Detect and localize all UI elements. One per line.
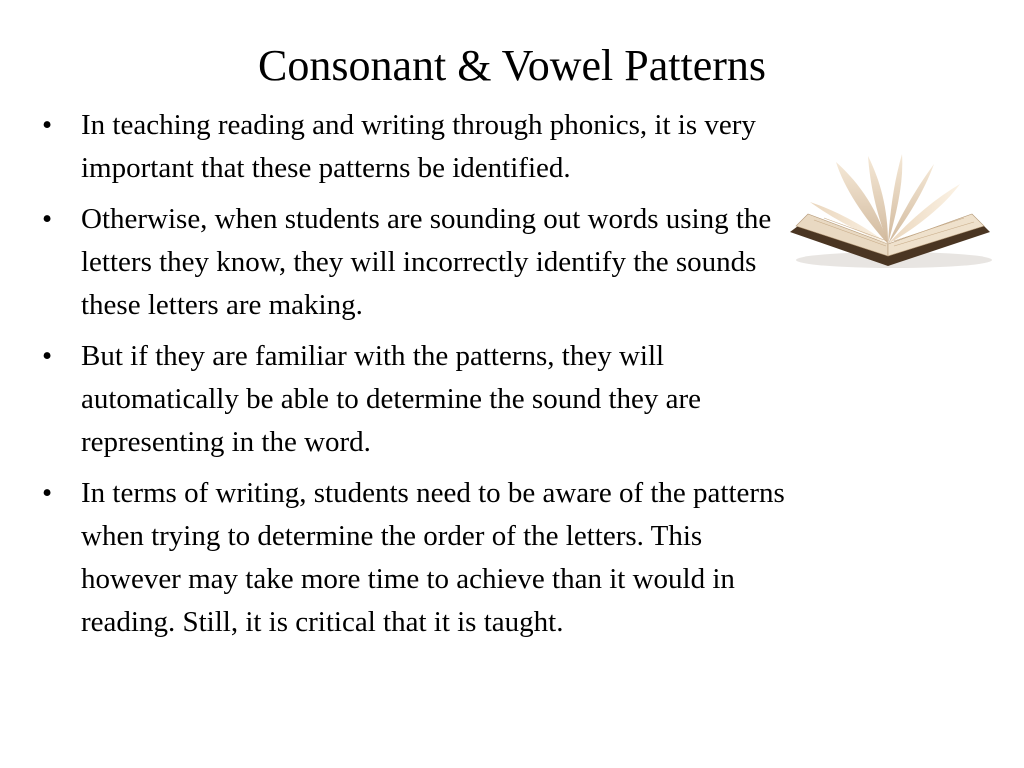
bullet-item <box>40 198 788 327</box>
bullet-item <box>40 104 788 190</box>
bullet-text: In teaching reading and writing through phonics, it is very important that these patterns be identified. <box>81 109 756 184</box>
bullet-item <box>40 472 788 644</box>
slide-title: Consonant & Vowel Patterns <box>257 41 767 90</box>
open-book-icon <box>784 148 996 272</box>
bullet-marker: • <box>42 340 53 372</box>
bullet-text: In terms of writing, students need to be aware of the patterns when trying to determine the order of the letters. This however may take more time to achieve than it would in reading. Still, it is critical that it is taught. <box>81 477 785 638</box>
bullet-marker: • <box>42 477 53 509</box>
bullet-item <box>40 335 788 464</box>
bullet-text: Otherwise, when students are sounding out words using the letters they know, they will incorrectly identify the sounds these letters are making. <box>81 203 772 321</box>
bullet-list <box>40 104 788 652</box>
bullet-text: But if they are familiar with the patterns, they will automatically be able to determine the sound they are representing in the word. <box>81 340 702 458</box>
bullet-marker: • <box>42 109 53 141</box>
bullet-marker: • <box>42 203 53 235</box>
